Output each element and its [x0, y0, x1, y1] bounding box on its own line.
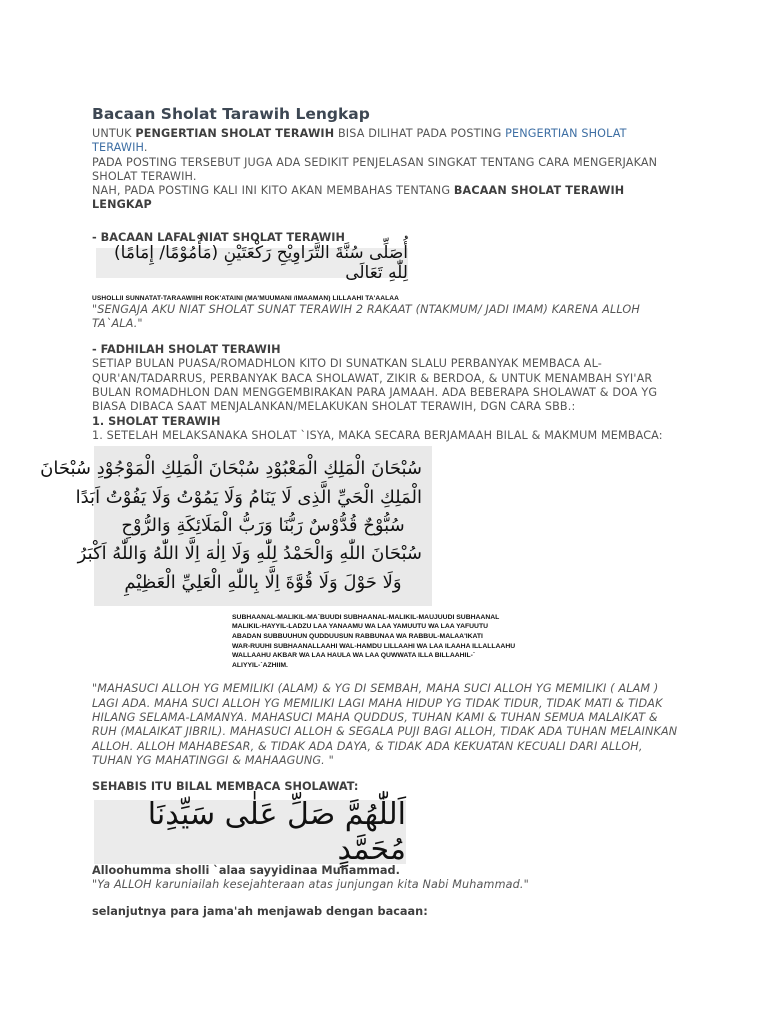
intro-line-1 — [92, 127, 682, 156]
intro-text: BISA DILIHAT PADA POSTING — [334, 127, 506, 140]
section1-heading: 1. SHOLAT TERAWIH — [92, 414, 221, 428]
arabic-line: سُبْحَانَ اللّٰهِ وَالْحَمْدُ لِلّٰهِ وَلَا اِلٰهَ اِلَّا اللّٰهُ وَاللّٰهُ اَكْبَرُ — [77, 543, 422, 565]
intro-line-3 — [92, 184, 682, 213]
tasbih-arabic-image — [40, 446, 432, 606]
niat-transliteration: USHOLLII SUNNATAT-TARAAWIIHI ROK'ATAINI (MA'MUUMANI /IMAAMAN) LILLAAHI TA'AALAA — [92, 294, 399, 302]
niat-translation: "SENGAJA AKU NIAT SHOLAT SUNAT TERAWIH 2 RAKAAT (NTAKMUM/ JADI IMAM) KARENA ALLOH TA`ALA." — [92, 302, 640, 331]
intro-text: UNTUK — [92, 127, 136, 140]
fadhilah-body: SETIAP BULAN PUASA/ROMADHLON KITO DI SUNATKAN SLALU PERBANYAK MEMBACA AL-QUR'AN/TADARRUS, PERBANYAK BACA SHOLAWAT, ZIKIR & BERDOA, & UNTUK MENAMBAH SYI'AR BULAN ROMADHLON DAN MENGGEMBIRAKAN PARA JAMAAH. ADA BEBERAPA SHOLAWAT & DOA YG BIASA DIBACA SAAT MENJALANKAN/MELAKUKAN SHOLAT TERAWIH, DGN CARA SBB.: — [92, 357, 658, 414]
tasbih-transliteration — [232, 613, 532, 671]
tasbih-translation: "MAHASUCI ALLOH YG MEMILIKI (ALAM) & YG DI SEMBAH, MAHA SUCI ALLOH YG MEMILIKI ( ALAM ) LAGI ADA. MAHA SUCI ALLOH YG MEMILIKI LAGI MAHA HIDUP YG TIDAK TIDUR, TIDAK MATI & TIDAK HILANG SELAMA-LAMANYA. MAHASUCI MAHA QUDDUS, TUHAN KAMI & TUHAN SEMUA MALAIKAT & RUH (MALAIKAT JIBRIL). MAHASUCI ALLOH & SEGALA PUJI BAGI ALLOH, TIDAK ADA TUHAN MELAINKAN ALLOH. ALLOH MAHABESAR, & TIDAK ADA DAYA, & TIDAK ADA KEKUATAN KECUALI DARI ALLOH, TUHAN YG MAHATINGGI & MAHAAGUNG. " — [92, 682, 678, 767]
sholawat-heading: SEHABIS ITU BILAL MEMBACA SHOLAWAT: — [92, 780, 359, 794]
intro-line-2: PADA POSTING TERSEBUT JUGA ADA SEDIKIT PENJELASAN SINGKAT TENTANG CARA MENGERJAKAN SHOLAT TERAWIH. — [92, 155, 658, 183]
article — [40, 104, 682, 919]
intro-bold-topic: BACAAN SHOLAT TERAWIH LENGKAP — [92, 184, 625, 212]
section1-step: 1. SETELAH MELAKSANAKA SHOLAT `ISYA, MAKA SECARA BERJAMAAH BILAL & MAKMUM MEMBACA: — [92, 428, 663, 442]
fadhilah-heading: - FADHILAH SHOLAT TERAWIH — [92, 343, 281, 357]
translit-line: SUBHAANAL-MALIKIL-MA`BUUDI SUBHAANAL-MALIKIL-MAUJUUDI SUBHAANAL — [232, 613, 500, 621]
niat-arabic-image: أُصَلِّى سُنَّةَ التَّرَاوِيْحِ رَكْعَتَيْنِ (مَأْمُوْمًا/ إِمَامًا) لِلّٰهِ تَعَالَى — [96, 248, 408, 278]
sholawat-arabic-image: اَللّٰهُمَّ صَلِّ عَلٰى سَيِّدِنَا مُحَمَّدٍ — [94, 800, 406, 864]
sholawat-translation: "Ya ALLOH karuniailah kesejahteraan atas junjungan kita Nabi Muhammad." — [92, 878, 529, 892]
arabic-line: سُبُّوْحٌ قُدُّوْسٌ رَبُّنَا وَرَبُّ الْمَلَائِكَةِ وَالرُّوْحِ — [121, 514, 405, 536]
translit-line: ALIYYIL-`AZHIIM. — [232, 661, 288, 669]
sholawat-transliteration: Alloohumma sholli `alaa sayyidinaa Muhammad. — [92, 864, 400, 878]
arabic-line: سُبْحَانَ الْمَلِكِ الْمَعْبُوْدِ سُبْحَانَ الْمَلِكِ الْمَوْجُوْدِ سُبْحَانَ — [40, 458, 422, 480]
translit-line: MALIKIL-HAYYIL-LADZU LAA YANAAMU WA LAA YAMUUTU WA LAA YAFUUTU — [232, 623, 489, 631]
pengertian-link[interactable]: PENGERTIAN SHOLAT TERAWIH — [92, 127, 627, 155]
translit-line: ABADAN SUBBUUHUN QUDDUUSUN RABBUNAA WA RABBUL-MALAA'IKATI — [232, 633, 483, 641]
arabic-line: وَلَا حَوْلَ وَلَا قُوَّةَ اِلَّا بِاللّٰهِ الْعَلِيِّ الْعَظِيْمِ — [124, 571, 402, 593]
intro-bold-term: PENGERTIAN SHOLAT TERAWIH — [135, 127, 335, 140]
translit-line: WALLAAHU AKBAR WA LAA HAULA WA LAA QUWWATA ILLA BILLAAHIL-` — [232, 652, 476, 660]
arabic-line: الْمَلِكِ الْحَيِّ الَّذِى لَا يَنَامُ وَلَا يَمُوْتُ وَلَا يَفُوْتُ اَبَدًا — [75, 486, 422, 508]
page-title: Bacaan Sholat Tarawih Lengkap — [92, 105, 370, 123]
next-reading-label: selanjutnya para jama'ah menjawab dengan bacaan: — [92, 904, 428, 918]
translit-line: WAR-RUUHI SUBHAANALLAAHI WAL-HAMDU LILLAAHI WA LAA ILAAHA ILLALLAAHU — [232, 642, 516, 650]
intro-text: NAH, PADA POSTING KALI INI KITO AKAN MEMBAHAS TENTANG — [92, 184, 454, 198]
intro-text: . — [143, 141, 148, 155]
niat-heading: - BACAAN LAFAL NIAT SHOLAT TERAWIH — [92, 230, 345, 244]
